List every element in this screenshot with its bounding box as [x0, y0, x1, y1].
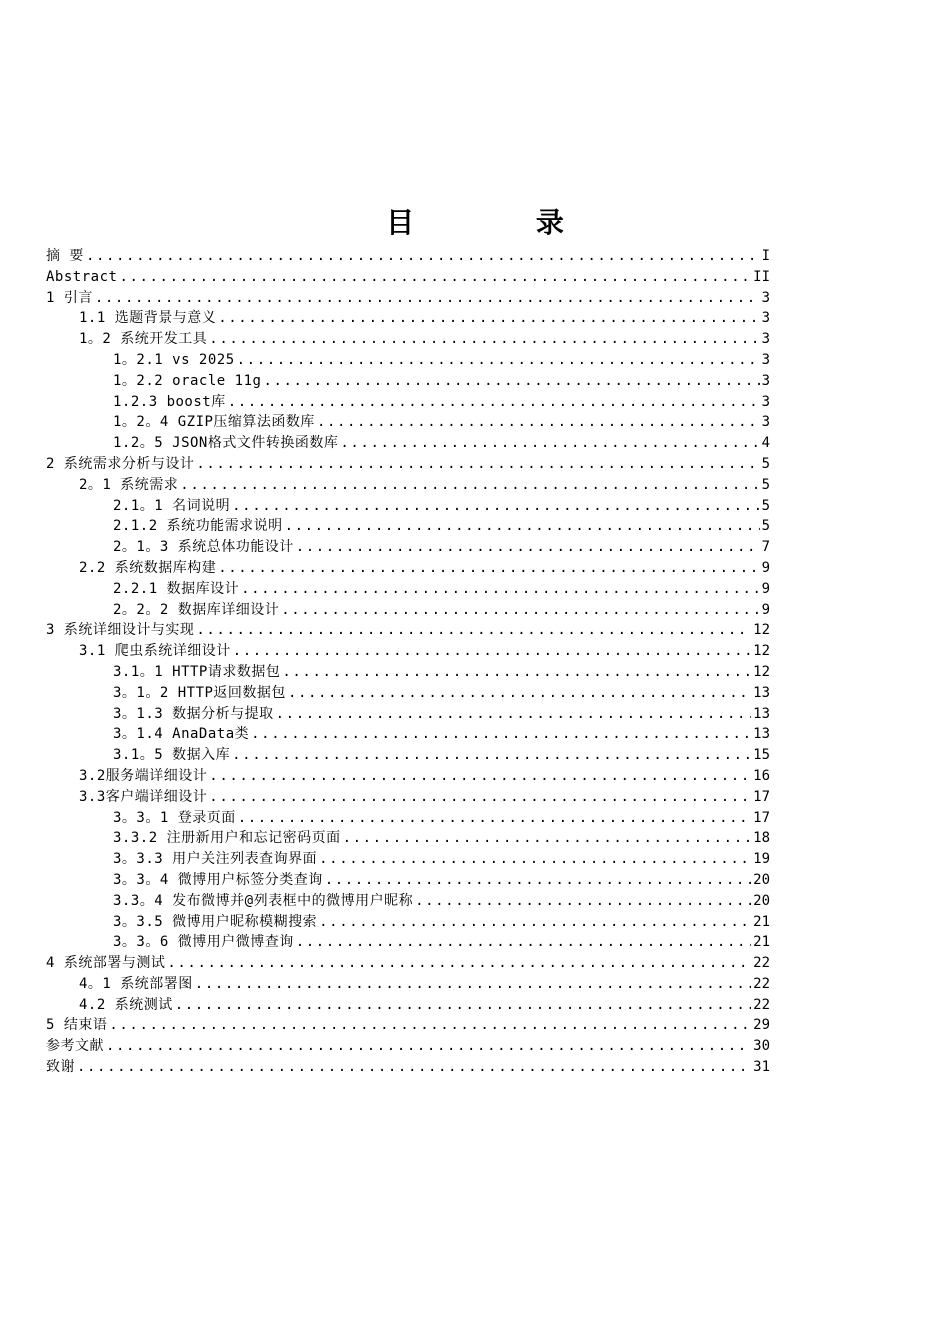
- toc-entry-page-number: 22: [753, 955, 770, 972]
- toc-entry-page-number: I: [761, 248, 770, 264]
- toc-entry[interactable]: [46, 932, 770, 953]
- toc-entry[interactable]: [46, 475, 770, 496]
- dot-leader: [196, 454, 759, 475]
- dot-leader: [238, 808, 751, 829]
- dot-leader: [325, 870, 751, 891]
- dot-leader: [175, 995, 751, 1016]
- toc-entry-page-number: 30: [753, 1038, 770, 1055]
- dot-leader: [232, 745, 751, 766]
- toc-entry[interactable]: [46, 496, 770, 517]
- toc-entry-page-number: 7: [761, 539, 770, 556]
- dot-leader: [195, 974, 751, 995]
- toc-entry-page-number: II: [753, 268, 770, 285]
- toc-entry-title: 2.2 系统数据库构建: [79, 559, 217, 576]
- toc-entry-title: 3。3。6 微博用户微博查询: [113, 934, 294, 951]
- toc-entry-title: 3.3客户端详细设计: [79, 788, 208, 805]
- toc-entry-page-number: 29: [753, 1017, 770, 1034]
- toc-entry-title: 1。2.1 vs 2025: [113, 351, 235, 368]
- dot-leader: [196, 620, 751, 641]
- toc-entry[interactable]: [46, 350, 770, 371]
- toc-entry[interactable]: [46, 620, 770, 641]
- dot-leader: [319, 849, 751, 870]
- toc-entry-title: 3。1.3 数据分析与提取: [113, 705, 274, 722]
- toc-entry-title: 3。3.5 微博用户昵称模糊搜索: [113, 913, 318, 930]
- dot-leader: [241, 579, 759, 600]
- dot-leader: [86, 246, 760, 267]
- dot-leader: [77, 1057, 751, 1078]
- toc-entry[interactable]: [46, 995, 770, 1016]
- toc-entry[interactable]: [46, 1036, 770, 1057]
- toc-entry[interactable]: [46, 537, 770, 558]
- toc-entry[interactable]: [46, 412, 770, 433]
- toc-entry-page-number: 19: [753, 851, 770, 868]
- table-of-contents: [46, 246, 770, 1078]
- toc-entry-title: 1。2.2 oracle 11g: [113, 372, 262, 389]
- toc-entry[interactable]: [46, 704, 770, 725]
- toc-entry-title: 致谢: [46, 1059, 75, 1076]
- toc-entry-title: 1.2。5 JSON格式文件转换函数库: [113, 435, 339, 452]
- toc-entry[interactable]: [46, 870, 770, 891]
- dot-leader: [218, 308, 759, 329]
- dot-leader: [95, 288, 760, 309]
- toc-entry-title: 3 系统详细设计与实现: [46, 622, 195, 639]
- toc-entry-page-number: 9: [761, 559, 770, 576]
- dot-leader: [233, 641, 751, 662]
- toc-entry[interactable]: [46, 579, 770, 600]
- toc-entry-title: 2。2。2 数据库详细设计: [113, 601, 280, 618]
- dot-leader: [281, 600, 759, 621]
- toc-entry-page-number: 3: [761, 414, 770, 431]
- toc-entry[interactable]: [46, 849, 770, 870]
- toc-entry-page-number: 5: [761, 455, 770, 472]
- toc-entry[interactable]: [46, 724, 770, 745]
- toc-entry[interactable]: [46, 267, 770, 288]
- dot-leader: [317, 412, 760, 433]
- toc-entry-title: 3。1。2 HTTP返回数据包: [113, 684, 286, 701]
- toc-entry-page-number: 17: [753, 788, 770, 805]
- toc-entry[interactable]: [46, 454, 770, 475]
- dot-leader: [218, 558, 759, 579]
- dot-leader: [340, 433, 759, 454]
- dot-leader: [106, 1036, 751, 1057]
- page-title: 目 录: [386, 205, 620, 239]
- toc-entry[interactable]: [46, 745, 770, 766]
- toc-entry[interactable]: [46, 787, 770, 808]
- toc-entry[interactable]: [46, 516, 770, 537]
- toc-entry-page-number: 4: [761, 435, 770, 452]
- dot-leader: [282, 662, 751, 683]
- toc-entry-page-number: 22: [753, 996, 770, 1013]
- toc-entry-page-number: 5: [761, 518, 770, 535]
- dot-leader: [296, 537, 760, 558]
- toc-entry-title: 2 系统需求分析与设计: [46, 455, 195, 472]
- toc-entry-page-number: 22: [753, 975, 770, 992]
- toc-entry[interactable]: [46, 974, 770, 995]
- toc-entry-title: 3。3。1 登录页面: [113, 809, 236, 826]
- toc-entry[interactable]: [46, 308, 770, 329]
- toc-entry-title: 3。3。4 微博用户标签分类查询: [113, 871, 323, 888]
- dot-leader: [232, 496, 759, 517]
- toc-entry-title: 2。1。3 系统总体功能设计: [113, 539, 294, 556]
- toc-entry-title: 5 结束语: [46, 1017, 108, 1034]
- dot-leader: [285, 516, 760, 537]
- toc-entry[interactable]: [46, 371, 770, 392]
- toc-entry-page-number: 5: [761, 497, 770, 514]
- toc-entry-page-number: 18: [753, 830, 770, 847]
- dot-leader: [251, 724, 751, 745]
- toc-entry[interactable]: [46, 288, 770, 309]
- toc-entry[interactable]: [46, 808, 770, 829]
- toc-entry-title: 3.1 爬虫系统详细设计: [79, 643, 231, 660]
- toc-entry-page-number: 21: [753, 913, 770, 930]
- dot-leader: [288, 683, 751, 704]
- toc-entry-page-number: 13: [753, 684, 770, 701]
- toc-entry-page-number: 21: [753, 934, 770, 951]
- dot-leader: [415, 891, 751, 912]
- toc-entry-title: 3。3.3 用户关注列表查询界面: [113, 851, 318, 868]
- toc-entry[interactable]: [46, 600, 770, 621]
- dot-leader: [296, 932, 751, 953]
- toc-entry-title: 1.2.3 boost库: [113, 393, 226, 410]
- toc-entry[interactable]: [46, 891, 770, 912]
- toc-entry[interactable]: [46, 912, 770, 933]
- toc-entry[interactable]: [46, 766, 770, 787]
- toc-entry-title: 2.1。1 名词说明: [113, 497, 231, 514]
- toc-entry-title: Abstract: [46, 268, 118, 285]
- dot-leader: [209, 766, 751, 787]
- toc-entry[interactable]: [46, 953, 770, 974]
- toc-entry-page-number: 9: [761, 601, 770, 618]
- toc-entry-title: 1 引言: [46, 289, 93, 306]
- toc-entry-page-number: 3: [761, 351, 770, 368]
- toc-entry[interactable]: [46, 641, 770, 662]
- toc-entry-page-number: 3: [761, 331, 770, 348]
- toc-entry-title: 4 系统部署与测试: [46, 955, 166, 972]
- toc-entry-title: 摘 要: [46, 248, 84, 264]
- toc-entry[interactable]: [46, 329, 770, 350]
- toc-entry-page-number: 5: [761, 476, 770, 493]
- toc-entry[interactable]: [46, 392, 770, 413]
- toc-entry[interactable]: [46, 828, 770, 849]
- toc-entry-page-number: 13: [753, 726, 770, 743]
- toc-entry-title: 3。1.4 AnaData类: [113, 726, 250, 743]
- dot-leader: [109, 1015, 751, 1036]
- dot-leader: [228, 392, 760, 413]
- toc-entry[interactable]: [46, 662, 770, 683]
- toc-entry[interactable]: [46, 433, 770, 454]
- toc-entry-page-number: 15: [753, 747, 770, 764]
- toc-entry-title: 3.2服务端详细设计: [79, 767, 208, 784]
- toc-entry-page-number: 3: [761, 393, 770, 410]
- toc-entry-page-number: 20: [753, 871, 770, 888]
- toc-entry[interactable]: [46, 558, 770, 579]
- toc-entry-page-number: 20: [753, 892, 770, 909]
- toc-entry-title: 3.1。5 数据入库: [113, 747, 231, 764]
- toc-entry-page-number: 13: [753, 705, 770, 722]
- dot-leader: [180, 475, 759, 496]
- toc-entry-title: 1。2。4 GZIP压缩算法函数库: [113, 414, 315, 431]
- toc-entry[interactable]: [46, 1015, 770, 1036]
- toc-entry-page-number: 17: [753, 809, 770, 826]
- toc-entry-page-number: 12: [753, 643, 770, 660]
- toc-entry-page-number: 31: [753, 1059, 770, 1076]
- toc-entry[interactable]: [46, 683, 770, 704]
- toc-entry-title: 3.3。4 发布微博并@列表框中的微博用户昵称: [113, 892, 414, 909]
- toc-entry-page-number: 12: [753, 663, 770, 680]
- toc-entry-title: 2。1 系统需求: [79, 476, 179, 493]
- toc-entry-title: 1。2 系统开发工具: [79, 331, 208, 348]
- dot-leader: [263, 371, 759, 392]
- toc-entry-title: 1.1 选题背景与意义: [79, 310, 217, 327]
- toc-entry-page-number: 3: [761, 310, 770, 327]
- toc-entry-title: 4。1 系统部署图: [79, 975, 193, 992]
- toc-entry-title: 4.2 系统测试: [79, 996, 173, 1013]
- dot-leader: [209, 329, 759, 350]
- toc-entry-title: 3.1。1 HTTP请求数据包: [113, 663, 281, 680]
- toc-entry-page-number: 12: [753, 622, 770, 639]
- toc-entry-title: 参考文献: [46, 1038, 104, 1055]
- toc-entry[interactable]: [46, 246, 770, 267]
- toc-entry-page-number: 9: [761, 580, 770, 597]
- toc-entry[interactable]: [46, 1057, 770, 1078]
- dot-leader: [276, 704, 751, 725]
- dot-leader: [343, 828, 752, 849]
- dot-leader: [319, 912, 751, 933]
- dot-leader: [119, 267, 751, 288]
- dot-leader: [209, 787, 751, 808]
- dot-leader: [167, 953, 751, 974]
- toc-entry-page-number: 16: [753, 767, 770, 784]
- toc-entry-title: 3.3.2 注册新用户和忘记密码页面: [113, 830, 341, 847]
- toc-entry-title: 2.1.2 系统功能需求说明: [113, 518, 283, 535]
- toc-entry-page-number: 3: [761, 289, 770, 306]
- toc-entry-title: 2.2.1 数据库设计: [113, 580, 240, 597]
- toc-entry-page-number: 3: [761, 372, 770, 389]
- dot-leader: [237, 350, 760, 371]
